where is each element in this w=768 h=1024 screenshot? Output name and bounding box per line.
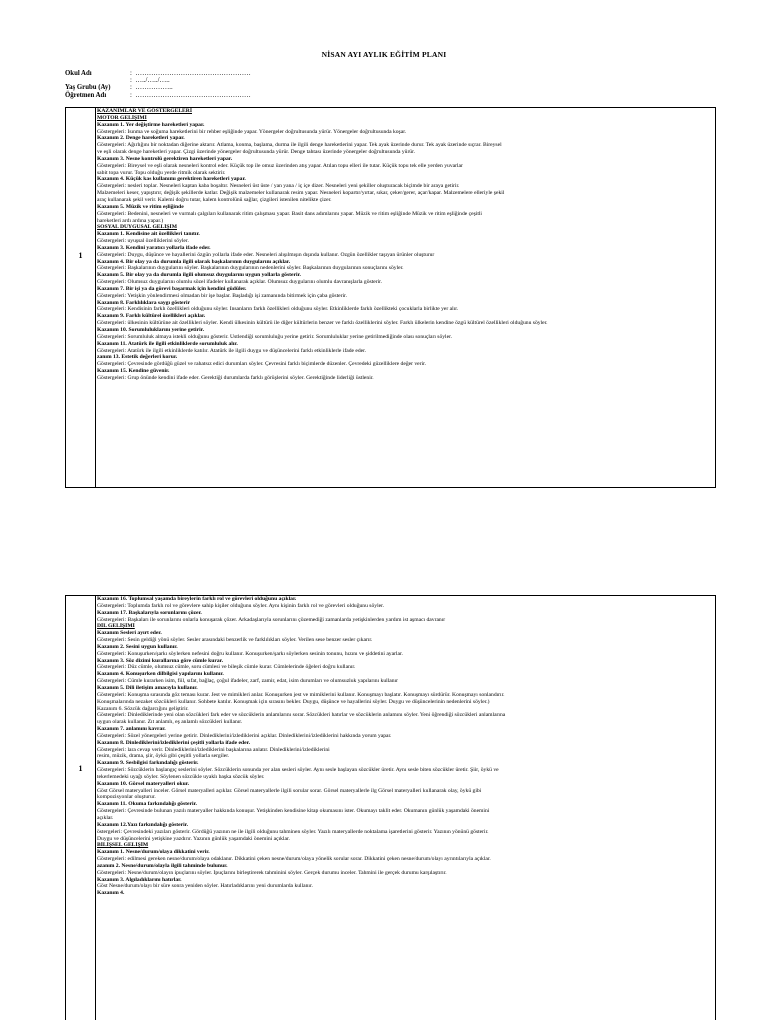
indicator-text: Duygu ve düşüncelerini yetişkine yazdırır. Yazının günlük yaşamdaki önemini açıklar. (97, 835, 290, 842)
header-value: : …../…../….. (130, 77, 170, 85)
plan-header (65, 70, 465, 99)
indicator-text: Göstergeleri: Bireysel ve eşli olarak nesneleri kontrol eder. Küçük top ile omuz üzerinden atış yapar. Atılan topu elleri ile tutar. Küçük topu tek elle yerden yuvarlar (97, 162, 463, 169)
outcome-heading: Kazanım Sesleri ayırt eder. (97, 630, 162, 637)
outcome-heading: Kazanım 2. Denge hareketleri yapar. (97, 135, 185, 142)
outcome-heading: Kazanım 3. Algıladıklarını hatırlar. (97, 876, 182, 883)
outcome-heading: Kazanım 9. Farklı kültürel özellikleri açıklar. (97, 313, 206, 320)
outcomes-table-page-1 (65, 107, 716, 488)
indicator-text: kompozisyonlar oluşturur. (97, 794, 156, 801)
indicator-text: Malzemeleri keser, yapıştırır, değişik şekillerde katlar. Değişik malzemeler kullanarak resim yapar. Nesneleri kopartır/yırtar, sıkar, çeker/gerer, açar/kapar. Malzemelere elleriyle şekil (97, 190, 505, 197)
outcome-heading: Kazanım 1. Nesne/durum/olaya dikkatini verir. (97, 849, 210, 856)
outcome-heading: Kazanım 4. Küçük kas kullanımı gerektiren hareketleri yapar. (97, 176, 246, 183)
indicator-text: Göstergeleri: Konuşurken/şarkı söylerken nefesini doğru kullanır. Konuşurken/şarkı söylerken sesinin tonunu, hızını ve şiddetini ayarlar. (97, 650, 403, 657)
outcome-heading: Kazanım 16. Toplumsal yaşamda bireylerin farklı rol ve görevleri olduğunu açıklar. (97, 596, 297, 602)
indicator-text: Göstergeleri: Nesne/durum/olayın ipuçlarını söyler. İpuçlarını birleştirerek tahminini söyler. Gerçek durumu inceler. Tahmini ile gerçek durumu karşılaştırır. (97, 869, 447, 876)
row-number: 1 (78, 251, 83, 260)
row-number-column (66, 596, 96, 1020)
header-value: : …………………………………………… (130, 91, 251, 99)
outcome-heading: Kazanım 3. Söz dizimi kurallarına göre cümle kurar. (97, 657, 224, 664)
outcome-heading: Kazanım 10. Sorumluluklarını yerine getirir. (97, 327, 205, 333)
outcome-heading: Kazanım 7. anlamını kavrar. (97, 726, 166, 733)
indicator-text: Göstergeleri: Sözel yönergeleri yerine getirir. Dinlediklerini/izlediklerini açıklar. Dinlediklerini/izlediklerini hakkında yorum yapar. (97, 732, 392, 739)
indicator-text: Göstergeleri: Cümle kurarken isim, fiil, sıfat, bağlaç, çoğul ifadeler, zarf, zamir, edat, isim durumları ve olumsuzluk yapılarını kullanır (97, 678, 398, 685)
indicator-text: Göstergeleri: Başkalarının duygularını söyler. Başkalarının duygularının nedenlerini söyler. Başkalarının duygularının sonuçlarını söyler. (97, 265, 404, 272)
indicator-text: Göstergeleri: Ağırlığını bir noktadan diğerine aktarır. Atlama, konma, başlama, durma ile ilgili denge hareketlerini yapar. Tek ayak üzerinde durur. Tek ayak üzerinde sıçrar. Bireysel (97, 142, 502, 149)
indicator-text: Göstergeleri: Konuşma sırasında göz teması kurar. Jest ve mimikleri anlar. Konuşurken jest ve mimiklerini kullanır. Konuşmayı başlatır. Konuşmayı sürdürür. Konuşmayı sonlandırır. (97, 691, 505, 698)
indicator-text: sabit topa vurur. Topu olduğu yerde ritmik olarak sektirir. (97, 169, 226, 176)
indicator-text: Göstergeleri: Sorumluluk almaya istekli olduğunu gösterir. Üstlendiği sorumluluğu yerine getirir. Sorumluluklar yerine getirilmediğinde olası sonuçları söyler. (97, 333, 453, 340)
header-row-age-group (65, 84, 465, 91)
header-value: : …………….. (130, 84, 173, 92)
outcomes-content (97, 596, 712, 1020)
indicator-text: açıklar. (97, 815, 114, 821)
outcome-heading: Kazanım 10. Görsel materyalleri okur. (97, 780, 190, 787)
row-number-column (66, 108, 96, 487)
outcome-heading: zanım 13. Estetik değerleri korur. (97, 354, 178, 361)
outcome-heading: Kazanım 4. Konuşurken dilbilgisi yapılarını kullanır. (97, 671, 224, 678)
indicator-text: Göst Görsel materyalleri inceler. Görsel materyalleri açıklar. Görsel materyallerle ilgili sorular sorar. Görsel materyallerle ilg Görsel materyalleri kullanarak olay, öykü gibi (97, 787, 482, 794)
header-label: Okul Adı (65, 70, 92, 77)
header-label: Yaş Grubu (Ay) (65, 84, 111, 92)
outcome-heading: Kazanım 4. Bir olay ya da durumla ilgili olarak başkalarının duygularını açıklar. (97, 258, 291, 265)
outcome-heading: Kazanım 12.Yazı farkındalığı gösterir. (97, 821, 188, 828)
header-row-school (65, 70, 465, 77)
header-label: Öğretmen Adı (65, 91, 107, 99)
indicator-text: tekerlemedeki uyağı söyler. Söylenen sözcükle uyaklı başka sözcük söyler. (97, 773, 265, 780)
indicator-text: Göstergeleri: ülkesinin kültürüne ait özellikleri söyler. Kendi ülkesinin kültürü ile diğer kültürlerin benzer ve farklı özelliklerini söyler. Farklı ülkelerin kendine özgü kültürel özellikleri olduğunu söyler. (97, 320, 548, 327)
indicator-text: Göstergeleri: Toplumda farklı rol ve görevlere sahip kişiler olduğunu söyler. Aynı kişinin farklı rol ve görevleri olduğunu söyler. (97, 602, 385, 609)
outcomes-table-page-2 (65, 595, 716, 1020)
outcome-heading: Kazanım 17. Başkalarıyla sorunlarını çözer. (97, 609, 202, 616)
indicator-text: östergeleri: Çevresindeki yazıları gösterir. Gördüğü yazının ne ile ilgili olduğunu tahminen söyler. Yazılı materyallerde noktalama işaretlerini gösterir. Yazının yönünü gösterir. (97, 828, 489, 835)
outcome-heading: Kazanım 11. Atatürk ile ilgili etkinliklerde sorumluluk alır. (97, 340, 238, 347)
outcome-heading: KAZANIMLAR VE GÖSTERGELERİ (97, 108, 193, 114)
indicator-text: resim, müzik, drama, şiir, öykü gibi çeşitli yollarla sergiler. (97, 753, 230, 760)
indicator-text: araç kullanarak şekil verir. Kalemi doğru tutar, kalem kontrolünü sağlar, çizgileri istenilen nitelikte çizer. (97, 196, 332, 203)
header-row-date (65, 77, 465, 84)
indicator-text: hareketleri ardı ardına yapar.) (97, 217, 164, 224)
outcome-heading: Kazanım 8. Dinlediklerini/izlediklerini çeşitli yollarla ifade eder. (97, 739, 250, 746)
indicator-text: Göst Nesne/durum/olayı bir süre sonra yeniden söyler. Hatırladıklarını yeni durumlarda kullanır. (97, 883, 313, 890)
indicator-text: Göstergeleri: edilmesi gereken nesne/durum/olaya odaklanır. Dikkatini çeken nesne/durum/olaya yönelik sorular sorar. Dikkatini çeken nesne/durum/olayı ayrıntılarıyla açıklar. (97, 856, 491, 863)
indicator-text: Göstergeleri: Olumsuz duygularını olumlu sözel ifadeler kullanarak açıklar. Olumsuz duygularını olumlu davranışlarla gösterir. (97, 279, 383, 286)
indicator-text: Göstergeleri: Kendisinin farklı özellikleri olduğunu söyler. İnsanların farklı özellikleri olduğunu söyler. Etkinliklerde farklı özellikteki çocuklarla birlikte yer alır. (97, 306, 459, 313)
indicator-text: Göstergeleri: Isınma ve soğuma hareketlerini bir rehber eşliğinde yapar. Yönergeler doğrultusunda yürür. Yönergeler doğrultusunda koşar. (97, 128, 407, 135)
header-row-teacher (65, 92, 465, 99)
indicator-text: Göstergeleri: Çevresinde gördüğü güzel ve rahatsız edici durumları söyler. Çevresini farklı biçimlerde düzenler. Çevredeki güzelliklere değer verir. (97, 361, 427, 368)
indicator-text: Göstergeleri: Yetişkin yönlendirmesi olmadan bir işe başlar. Başladığı işi zamanında bitirmek için çaba gösterir. (97, 292, 348, 299)
outcome-heading: SOSYAL DUYGUSAL GELİŞİM (97, 224, 177, 231)
indicator-text: uygun olarak kullanır. Zıt anlamlı, eş anlamlı sözcükleri kullanır. (97, 719, 243, 726)
outcome-heading: Kazanım 7. Bir işi ya da görevi başarmak için kendini güdüler. (97, 285, 247, 292)
indicator-text: Göstergeleri: nesleri toplar. Nesneleri kaptan kaba boşaltır. Nesneleri üst üste / yan yana / iç içe dizer. Nesneleri yeni şekiller oluşturacak biçimde bir araya getirir. (97, 183, 460, 190)
outcome-heading: DİL GELİŞİMİ (97, 623, 135, 630)
indicator-text: Konuşmalarında nezaket sözcükleri kullanır. Sohbete katılır. Konuşmak için sırasını bekler. Duygu, düşünce ve hayallerini söyler. Duygu ve düşüncelerinin nedenlerini söyler.) (97, 698, 490, 705)
indicator-text: Göstergeleri: Sözcüklerin başlangıç seslerini söyler. Sözcüklerin sonunda yer alan sesleri söyler. Aynı sesle başlayan sözcükler üretir. Aynı sesle biten sözcükler üretir. Şiir, öykü ve (97, 767, 499, 774)
page-title: NİSAN AYI AYLIK EĞİTİM PLANI (321, 50, 447, 59)
indicator-text: Kazanım 6. Sözcük dağarcığını geliştirir. (97, 705, 189, 712)
outcome-heading: Kazanım 3. Kendini yaratıcı yollarla ifade eder. (97, 244, 211, 251)
indicator-text: Göstergeleri: Çevresinde bulunan yazılı materyaller hakkında konuşur. Yetişkinden kendisine kitap okumasını ister. Okumayı taklit eder. Okumanın günlük yaşamdaki önemini (97, 808, 490, 815)
indicator-text: Göstergeleri: Grup önünde kendini ifade eder. Gerektiği durumlarda farklı görüşlerini söyler. Gerektiğinde liderliği üstlenir. (97, 374, 374, 381)
outcome-heading: Kazanım 1. Kendisine ait özellikleri tanıtır. (97, 231, 200, 238)
outcome-heading: Kazanım 2. Sesini uygun kullanır. (97, 643, 178, 650)
indicator-text: Göstergeleri: Başkaları ile sorunlarını onlarla konuşarak çözer. Arkadaşlarıyla sorunlarını çözemediği zamanlarda yetişkinlerden yardım ist aşmacı davranır (97, 616, 446, 623)
outcome-heading: BİLİŞSEL GELİŞİM (97, 842, 149, 849)
header-label (65, 77, 130, 84)
indicator-text: Göstergeleri: Dinlediklerinde yeni olan sözcükleri fark eder ve sözcüklerin anlamlarını sorar. Sözcükleri hatırlar ve sözcüklerin anlamını söyler. Yeni öğrendiği sözcükleri anlamlarına (97, 712, 506, 719)
indicator-text: Göstergeleri: lara cevap verir. Dinlediklerini/izlediklerini başkalarına anlatır. Dinlediklerini/izlediklerini (97, 746, 330, 753)
outcome-heading: Kazanım 4. (97, 890, 125, 897)
outcome-heading: Kazanım 5. Bir olay ya da durumla ilgili olumsuz duygularını uygun yollarla gösterir. (97, 272, 301, 279)
header-value: : …………………………………………… (130, 70, 251, 77)
indicator-text: Göstergeleri: Duygu, düşünce ve hayallerini özgün yollarla ifade eder. Nesneleri alışılmışın dışında kullanır. Özgün özellikler taşıyan ürünler oluşturur (97, 251, 435, 258)
outcome-heading: Kazanım 8. Farklılıklara saygı gösterir (97, 299, 191, 306)
indicator-text: Göstergeleri: Düz cümle, olumsuz cümle, soru cümlesi ve bileşik cümle kurar. Cümlelerinde öğeleri doğru kullanır. (97, 664, 356, 671)
row-number: 1 (78, 764, 83, 773)
outcome-heading: Kazanım 11. Okuma farkındalığı gösterir. (97, 801, 197, 808)
outcome-heading: Kazanım 15. Kendine güvenir. (97, 368, 170, 375)
outcome-heading: Kazanım 5. Dili iletişim amacıyla kullanır. (97, 684, 198, 691)
outcome-heading: Kazanım 5. Müzik ve ritim eşliğinde (97, 203, 184, 210)
indicator-text: Göstergeleri: Bedenini, nesneleri ve vurmalı çalgıları kullanarak ritim çalışması yapar. Basit dans adımlarını yapar. Müzik ve ritim eşliğinde Müzik ve ritim eşliğinde çeşitli (97, 210, 482, 217)
outcome-heading: Kazanım 3. Nesne kontrolü gerektiren hareketleri yapar. (97, 155, 233, 162)
outcome-heading: MOTOR GELİŞİMİ (97, 114, 147, 121)
indicator-text: Göstergeleri: Sesin geldiği yönü söyler. Sesler arasındaki benzerlik ve farklılıkları söyler. Verilen sese benzer sesler çıkarır. (97, 637, 373, 644)
outcome-heading: Kazanım 1. Yer değiştirme hareketleri yapar. (97, 121, 205, 128)
outcomes-content (97, 108, 712, 487)
indicator-text: Göstergeleri: uyuşsal özelliklerini söyler. (97, 238, 189, 245)
indicator-text: ve eşli olarak denge hareketleri yapar. Çizgi üzerinde yönergeler doğrultusunda yürür. Denge tahtası üzerinde yönergeler doğrultusunda yürür. (97, 149, 416, 156)
outcome-heading: Kazanım 9. Sesbilgisi farkındalığı gösterir. (97, 760, 199, 767)
outcome-heading: azanım 2. Nesne/durum/olayla ilgili tahminde bulunur. (97, 862, 228, 869)
indicator-text: Göstergeleri: Atatürk ile ilgili etkinliklerde katılır. Atatürk ile ilgili duygu ve düşüncelerini farklı etkinliklerle ifade eder. (97, 347, 367, 354)
